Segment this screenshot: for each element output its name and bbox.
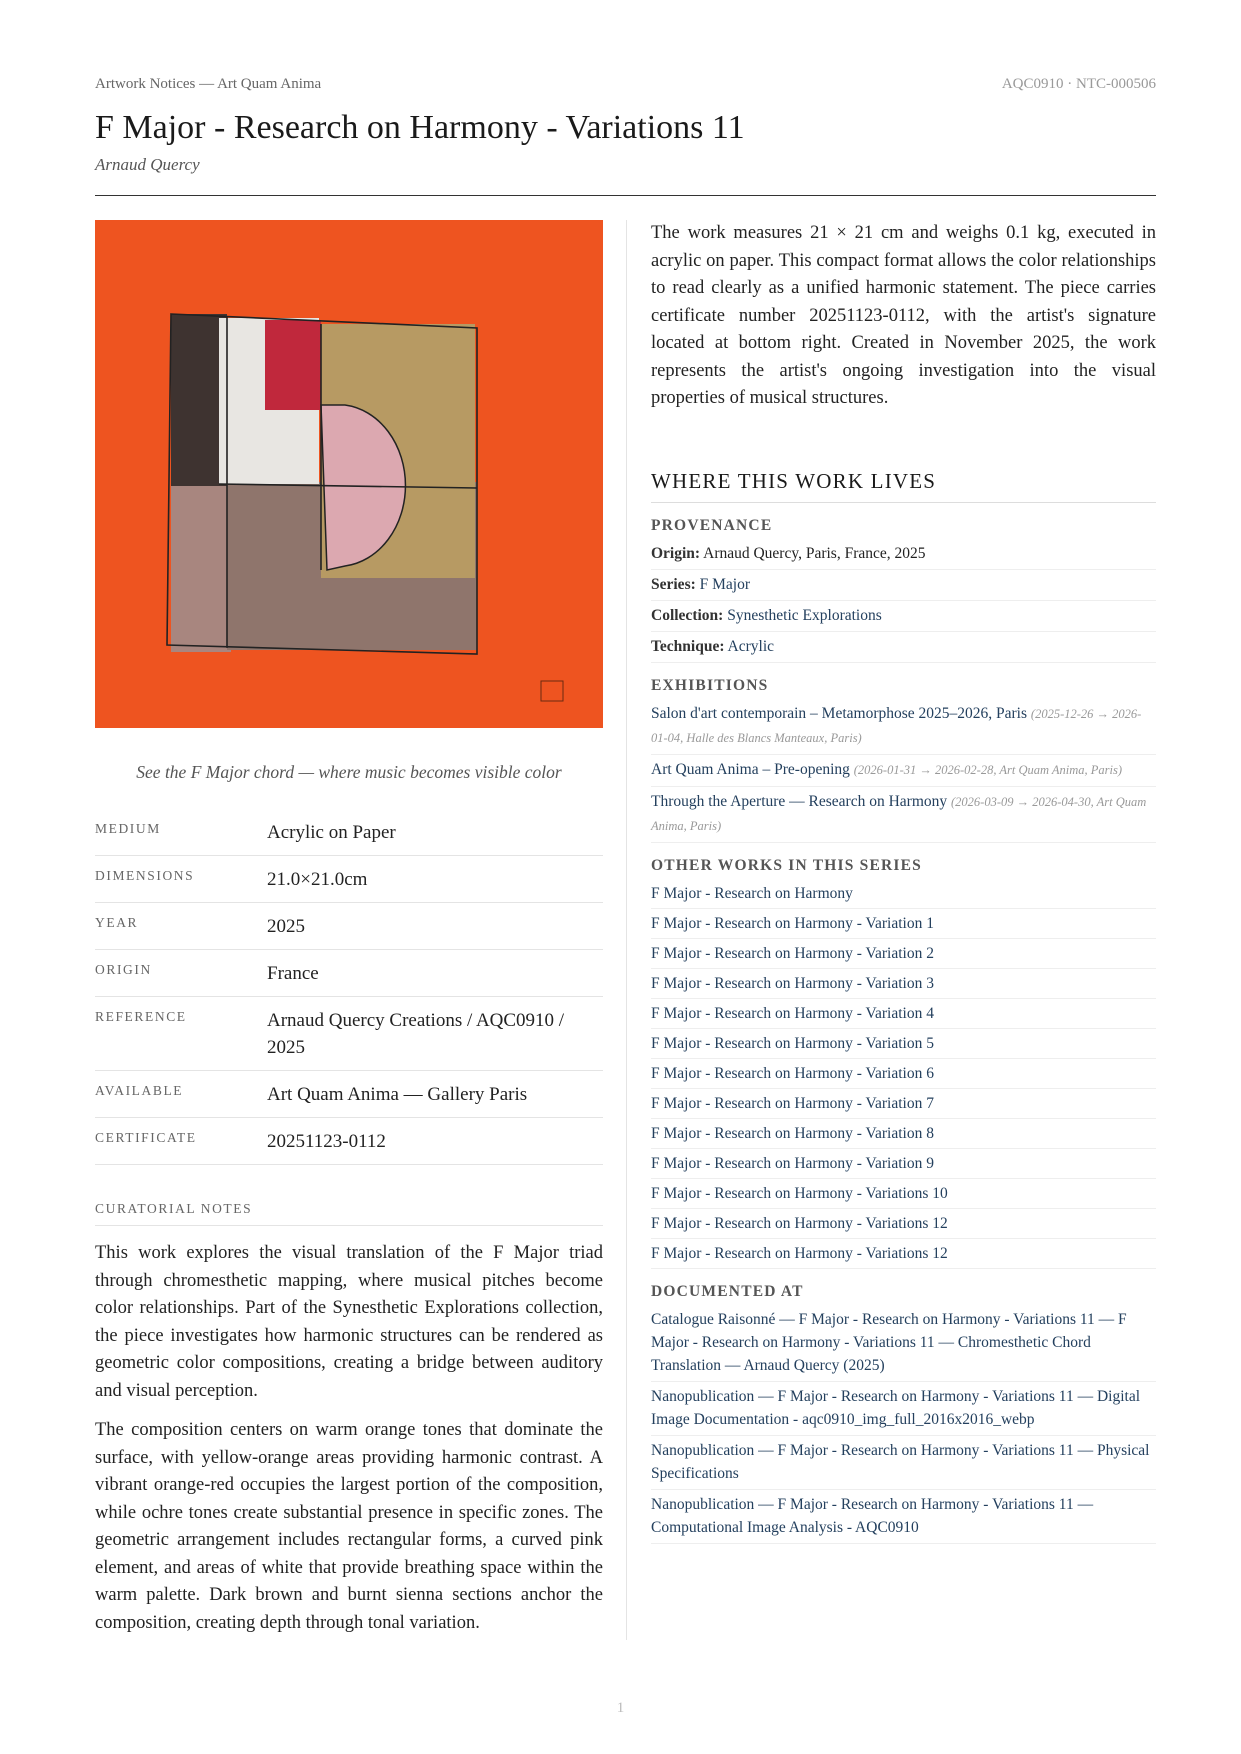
exhibition-link[interactable]: Through the Aperture — Research on Harmony bbox=[651, 792, 948, 810]
spec-label: ORIGIN bbox=[95, 950, 267, 997]
spec-value: Arnaud Quercy Creations / AQC0910 / 2025 bbox=[267, 997, 603, 1071]
series-work-link[interactable]: F Major - Research on Harmony - Variation 3 bbox=[651, 969, 1156, 999]
notice-reference: AQC0910 · NTC-000506 bbox=[1001, 76, 1156, 92]
series-label: Series: bbox=[651, 575, 696, 593]
artwork-crimson-block bbox=[265, 320, 321, 410]
spec-value: 2025 bbox=[267, 903, 603, 950]
collection-link[interactable]: Synesthetic Explorations bbox=[727, 606, 882, 624]
column-divider bbox=[626, 220, 627, 1640]
spec-label: MEDIUM bbox=[95, 809, 267, 856]
publication-name: Artwork Notices — Art Quam Anima bbox=[95, 76, 322, 92]
series-work-link[interactable]: F Major - Research on Harmony - Variation 1 bbox=[651, 909, 1156, 939]
exhibition-link[interactable]: Salon d'art contemporain – Metamorphose 2025–2026, Paris bbox=[651, 704, 1028, 722]
provenance-technique bbox=[651, 632, 1156, 663]
series-work-link[interactable]: F Major - Research on Harmony - Variation 5 bbox=[651, 1029, 1156, 1059]
spec-label: AVAILABLE bbox=[95, 1071, 267, 1118]
series-work-link[interactable]: F Major - Research on Harmony - Variation 6 bbox=[651, 1059, 1156, 1089]
intro-paragraph: The work measures 21 × 21 cm and weighs 0.1 kg, executed in acrylic on paper. This compact format allows the color relationships to read clearly as a unified harmonic statement. The piece carries certificate number 20251123-0112, with the artist's signature located at bottom right. Created in November 2025, the work represents the artist's ongoing investigation into the visual properties of musical structures. bbox=[651, 223, 1156, 408]
spec-value: Art Quam Anima — Gallery Paris bbox=[267, 1071, 603, 1118]
documentation-link[interactable]: Catalogue Raisonné — F Major - Research on Harmony - Variations 11 — F Major - Research on Harmony - Variations 11 — Chromesthetic Chord Translation — Arnaud Quercy (2025) bbox=[651, 1305, 1156, 1382]
artist-name: Arnaud Quercy bbox=[95, 155, 200, 174]
spec-label: REFERENCE bbox=[95, 997, 267, 1071]
series-work-link[interactable]: F Major - Research on Harmony bbox=[651, 879, 1156, 909]
spec-label: CERTIFICATE bbox=[95, 1118, 267, 1165]
provenance-origin bbox=[651, 539, 1156, 570]
spec-value: 20251123-0112 bbox=[267, 1118, 603, 1165]
provenance-collection bbox=[651, 601, 1156, 632]
spec-label: DIMENSIONS bbox=[95, 856, 267, 903]
exhibition-item bbox=[651, 755, 1156, 787]
documentation-link[interactable]: Nanopublication — F Major - Research on Harmony - Variations 11 — Physical Specifications bbox=[651, 1436, 1156, 1490]
artwork-mauve-block bbox=[171, 484, 231, 652]
exhibition-dates: (2025-12-26 → 2026-01-04, Halle des Blancs Manteaux, Paris) bbox=[651, 706, 1142, 745]
exhibition-item bbox=[651, 699, 1156, 755]
collection-label: Collection: bbox=[651, 606, 724, 624]
series-works-heading: OTHER WORKS IN THIS SERIES bbox=[651, 856, 922, 874]
exhibitions-heading: EXHIBITIONS bbox=[651, 676, 769, 694]
exhibition-dates: (2026-03-09 → 2026-04-30, Art Quam Anima, Paris) bbox=[651, 794, 1147, 833]
series-work-link[interactable]: F Major - Research on Harmony - Variations 12 bbox=[651, 1239, 1156, 1269]
series-work-link[interactable]: F Major - Research on Harmony - Variations 12 bbox=[651, 1209, 1156, 1239]
series-work-link[interactable]: F Major - Research on Harmony - Variation 2 bbox=[651, 939, 1156, 969]
artwork-dark-block bbox=[171, 314, 227, 486]
series-work-link[interactable]: F Major - Research on Harmony - Variation 9 bbox=[651, 1149, 1156, 1179]
artwork-image bbox=[95, 220, 603, 728]
exhibitions-list bbox=[651, 699, 1156, 843]
document-page bbox=[95, 0, 1156, 1754]
series-works-list bbox=[651, 879, 1156, 1269]
running-header bbox=[95, 76, 1156, 93]
header-divider bbox=[95, 195, 1156, 196]
where-this-work-lives-heading: WHERE THIS WORK LIVES bbox=[651, 469, 1156, 503]
series-work-link[interactable]: F Major - Research on Harmony - Variation 4 bbox=[651, 999, 1156, 1029]
spec-row bbox=[95, 1071, 603, 1118]
origin-value: Arnaud Quercy, Paris, France, 2025 bbox=[703, 544, 926, 562]
spec-label: YEAR bbox=[95, 903, 267, 950]
page-number: 1 bbox=[616, 1700, 625, 1716]
curatorial-paragraph: This work explores the visual translation of the F Major triad through chromesthetic mapping, where musical pitches become color relationships. Part of the Synesthetic Explorations collection, the piece investigates how harmonic structures can be rendered as geometric color compositions, creating a bridge between auditory and visual perception. bbox=[95, 1243, 603, 1401]
spec-row bbox=[95, 997, 603, 1071]
exhibition-link[interactable]: Art Quam Anima – Pre-opening bbox=[651, 760, 850, 778]
curatorial-notes-heading: CURATORIAL NOTES bbox=[95, 1201, 603, 1226]
spec-value: France bbox=[267, 950, 603, 997]
artwork-caption: See the F Major chord — where music becomes visible color bbox=[136, 762, 562, 782]
spec-value: 21.0×21.0cm bbox=[267, 856, 603, 903]
spec-row bbox=[95, 950, 603, 997]
right-column bbox=[651, 220, 1156, 1544]
series-work-link[interactable]: F Major - Research on Harmony - Variations 10 bbox=[651, 1179, 1156, 1209]
exhibition-item bbox=[651, 787, 1156, 843]
provenance-heading: PROVENANCE bbox=[651, 516, 773, 534]
spec-row bbox=[95, 809, 603, 856]
exhibition-dates: (2026-01-31 → 2026-02-28, Art Quam Anima, Paris) bbox=[853, 762, 1123, 777]
documentation-link[interactable]: Nanopublication — F Major - Research on Harmony - Variations 11 — Digital Image Documentation - aqc0910_img_full_2016x2016_webp bbox=[651, 1382, 1156, 1436]
series-link[interactable]: F Major bbox=[699, 575, 751, 593]
technique-link[interactable]: Acrylic bbox=[727, 637, 775, 655]
technique-label: Technique: bbox=[651, 637, 725, 655]
spec-row bbox=[95, 856, 603, 903]
artwork-title: F Major - Research on Harmony - Variations 11 bbox=[95, 109, 745, 146]
left-column bbox=[95, 220, 603, 1637]
spec-row bbox=[95, 903, 603, 950]
series-work-link[interactable]: F Major - Research on Harmony - Variation 7 bbox=[651, 1089, 1156, 1119]
series-work-link[interactable]: F Major - Research on Harmony - Variation 8 bbox=[651, 1119, 1156, 1149]
specifications-table bbox=[95, 809, 603, 1165]
documentation-link[interactable]: Nanopublication — F Major - Research on Harmony - Variations 11 — Computational Image Analysis - AQC0910 bbox=[651, 1490, 1156, 1544]
documented-at-heading: DOCUMENTED AT bbox=[651, 1282, 804, 1300]
curatorial-paragraph: The composition centers on warm orange tones that dominate the surface, with yellow-orange areas providing harmonic contrast. A vibrant orange-red occupies the largest portion of the composition, while ochre tones create substantial presence in specific zones. The geometric arrangement includes rectangular forms, a curved pink element, and areas of white that provide breathing space within the warm palette. Dark brown and burnt sienna sections anchor the composition, creating depth through tonal variation. bbox=[95, 1420, 603, 1633]
spec-value: Acrylic on Paper bbox=[267, 809, 603, 856]
provenance-series bbox=[651, 570, 1156, 601]
spec-row bbox=[95, 1118, 603, 1165]
documented-list bbox=[651, 1305, 1156, 1544]
origin-label: Origin: bbox=[651, 544, 701, 562]
